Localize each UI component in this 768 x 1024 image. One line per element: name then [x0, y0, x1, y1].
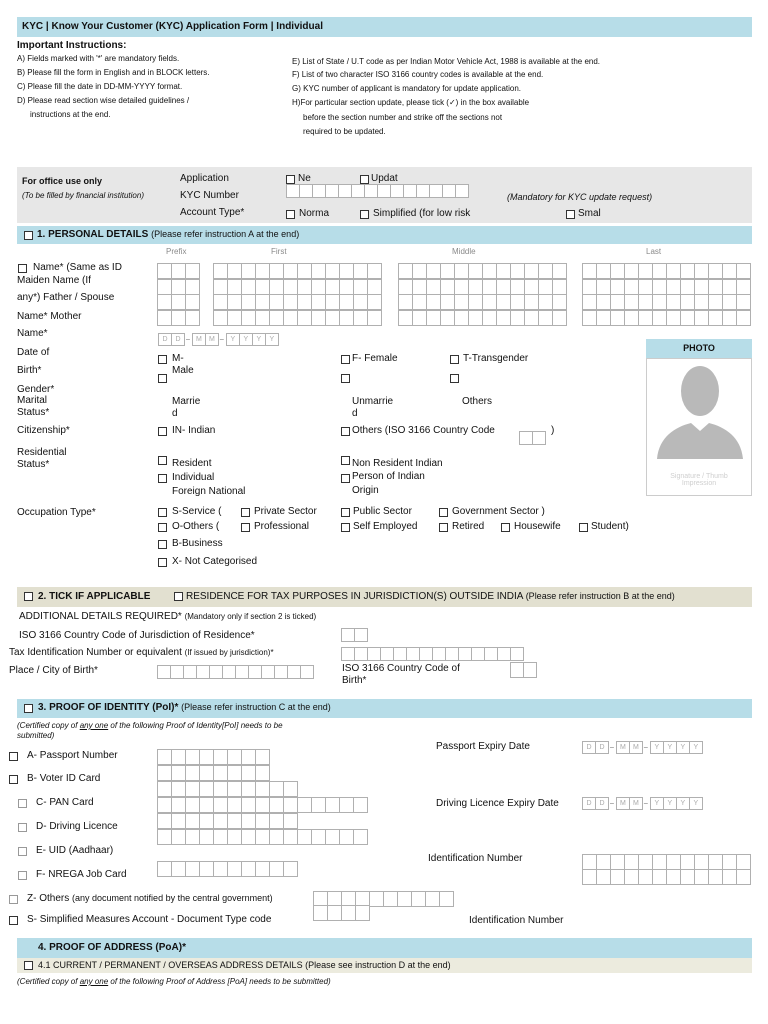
dl-expiry-input[interactable]: D D – M M – Y Y Y Y: [582, 797, 702, 810]
father-spouse-name-middle-input[interactable]: [398, 294, 566, 310]
passport-expiry-input[interactable]: D D – M M – Y Y Y Y: [582, 741, 702, 754]
form-title: KYC | Know Your Customer (KYC) Application Form | Individual: [22, 21, 323, 32]
section3-title-row: [38, 702, 331, 713]
place-of-birth-label: Place / City of Birth*: [9, 665, 98, 676]
dl-expiry-month-2[interactable]: M: [629, 797, 643, 810]
office-heading: For office use only: [22, 176, 103, 186]
occ-public-checkbox[interactable]: [341, 508, 350, 517]
dl-expiry-label: Driving Licence Expiry Date: [436, 798, 559, 809]
additional-details-label: ADDITIONAL DETAILS REQUIRED*: [19, 611, 182, 622]
mother-name-last-input[interactable]: [582, 310, 750, 326]
section3-title: 3. PROOF OF IDENTITY (PoI)*: [38, 702, 179, 713]
application-update-checkbox[interactable]: [360, 175, 369, 184]
occ-retired-label: Retired: [452, 521, 485, 532]
occ-student-label: Student): [591, 521, 629, 532]
occ-business-checkbox[interactable]: [158, 540, 167, 549]
marital-others-checkbox[interactable]: [450, 374, 459, 383]
account-small-checkbox[interactable]: [566, 210, 575, 219]
father-spouse-name-prefix-input[interactable]: [157, 294, 199, 310]
instruction-d: D) Please read section wise detailed guidelines /: [17, 96, 190, 105]
application-new-checkbox[interactable]: [286, 175, 295, 184]
section3-note: (Please refer instruction C at the end): [181, 702, 331, 712]
passport-expiry-year-3[interactable]: Y: [676, 741, 690, 754]
iso-birth-label-2: Birth*: [342, 675, 367, 686]
poi-passport-checkbox[interactable]: [9, 752, 18, 761]
iso-birth-label: ISO 3166 Country Code of: [342, 663, 460, 674]
poi-others-row: [27, 893, 273, 904]
occ-self-label: Self Employed: [353, 521, 418, 532]
additional-details-note: (Mandatory only if section 2 is ticked): [184, 612, 317, 621]
simplified-doc-code-input[interactable]: [313, 905, 369, 921]
poi-pan-label: C- PAN Card: [36, 797, 94, 808]
citizenship-indian-checkbox[interactable]: [158, 427, 167, 436]
occ-others-label: O-Others (: [172, 521, 220, 532]
section3-submitted: submitted): [17, 731, 55, 740]
section4-title: 4. PROOF OF ADDRESS (PoA)*: [38, 942, 186, 953]
occ-others-checkbox[interactable]: [158, 523, 167, 532]
father-spouse-name-last-input[interactable]: [582, 294, 750, 310]
account-small-label: Smal: [578, 208, 601, 219]
occ-private-checkbox[interactable]: [241, 508, 250, 517]
occ-professional-label: Professional: [254, 521, 310, 532]
poi-passport-label: A- Passport Number: [27, 750, 118, 761]
poi-nrega-checkbox[interactable]: [18, 871, 27, 880]
occ-not-categorised-checkbox[interactable]: [158, 558, 167, 567]
marital-unmarried-label-2: d: [352, 408, 358, 419]
pan-input[interactable]: [157, 797, 367, 813]
gender-male-checkbox[interactable]: [158, 355, 167, 364]
occ-private-label: Private Sector: [254, 506, 317, 517]
name-label: Name* (Same as ID: [33, 262, 122, 273]
poi-others-checkbox[interactable]: [9, 895, 18, 904]
instruction-d-cont: instructions at the end.: [30, 110, 111, 119]
marital-unmarried-label: Unmarrie: [352, 396, 394, 407]
name-middle-input[interactable]: [398, 263, 566, 279]
citizenship-close-paren: ): [551, 425, 555, 436]
residential-resident-label-2: Individual: [172, 472, 215, 483]
dob-month-2[interactable]: M: [205, 333, 219, 346]
kyc-number-input[interactable]: [286, 184, 468, 198]
section2-residence-checkbox[interactable]: [174, 592, 183, 601]
dl-input-1[interactable]: [157, 813, 297, 829]
section4-1-title: 4.1 CURRENT / PERMANENT / OVERSEAS ADDRESS DETAILS: [38, 960, 303, 970]
gender-female-label: F- Female: [352, 353, 398, 364]
instruction-h-cont2: required to be updated.: [303, 127, 386, 136]
section4-certified-b: of the following Proof of Address [PoA] needs to be submitted): [110, 977, 331, 986]
occ-self-checkbox[interactable]: [341, 523, 350, 532]
passport-expiry-month-1[interactable]: M: [616, 741, 630, 754]
instruction-h-cont1: before the section number and strike off the sections not: [303, 113, 503, 122]
dl-expiry-year-1[interactable]: Y: [650, 797, 664, 810]
dob-label-2: Birth*: [17, 365, 42, 376]
name-prefix-input[interactable]: [157, 263, 199, 279]
kyc-number-label: KYC Number: [180, 190, 239, 201]
uid-input[interactable]: [157, 861, 297, 877]
person-silhouette-icon: [647, 359, 751, 459]
dl-expiry-year-3[interactable]: Y: [676, 797, 690, 810]
account-simplified-label: Simplified (for low risk: [373, 208, 471, 219]
residential-nri-checkbox[interactable]: [341, 456, 350, 465]
poi-uid-checkbox[interactable]: [18, 847, 27, 856]
marital-married-checkbox[interactable]: [158, 374, 167, 383]
dl-expiry-day-1[interactable]: D: [582, 797, 596, 810]
maiden-label: Maiden Name (If: [17, 275, 91, 286]
photo-header: PHOTO: [646, 339, 752, 358]
instruction-b: B) Please fill the form in English and in BLOCK letters.: [17, 68, 210, 77]
place-of-birth-input[interactable]: [157, 665, 313, 679]
account-type-label: Account Type*: [180, 207, 245, 218]
dl-input-2[interactable]: [157, 829, 367, 845]
col-last: Last: [646, 247, 662, 256]
simplified-id-number-label: Identification Number: [469, 915, 564, 926]
section3-any-one: any one: [79, 721, 109, 730]
residential-label: Residential: [17, 447, 67, 458]
gender-female-checkbox[interactable]: [341, 355, 350, 364]
name2-label: Name*: [17, 328, 48, 339]
father-spouse-name-first-input[interactable]: [213, 294, 381, 310]
poi-others-note: (any document notified by the central government): [72, 893, 273, 903]
dl-expiry-day-2[interactable]: D: [595, 797, 609, 810]
poi-voter-label: B- Voter ID Card: [27, 773, 101, 784]
iso-birth-input[interactable]: [510, 662, 536, 678]
maiden-name-first-input[interactable]: [213, 279, 381, 295]
section2-note: (Please refer instruction B at the end): [525, 591, 675, 601]
account-normal-checkbox[interactable]: [286, 210, 295, 219]
citizenship-others-checkbox[interactable]: [341, 427, 350, 436]
section4-certified: [17, 977, 331, 986]
gender-male-label-2: Male: [172, 365, 194, 376]
passport-expiry-year-4[interactable]: Y: [689, 741, 703, 754]
instruction-a: A) Fields marked with '*' are mandatory fields.: [17, 54, 180, 63]
signature-caption-1: Signature / Thumb: [670, 473, 728, 480]
occ-housewife-label: Housewife: [514, 521, 561, 532]
tin-label: Tax Identification Number or equivalent: [9, 647, 182, 658]
section4-certified-a: (Certified copy of: [17, 977, 78, 986]
uid-id-number-input-1[interactable]: [582, 854, 750, 870]
poi-simplified-checkbox[interactable]: [9, 916, 18, 925]
citizenship-iso-input[interactable]: [519, 431, 545, 445]
dl-expiry-year-4[interactable]: Y: [689, 797, 703, 810]
photo-box[interactable]: [646, 358, 752, 496]
name-first-input[interactable]: [213, 263, 381, 279]
residential-pio-checkbox[interactable]: [341, 474, 350, 483]
kyc-number-note: (Mandatory for KYC update request): [507, 192, 653, 202]
signature-caption-2: Impression: [681, 480, 717, 487]
col-prefix: Prefix: [166, 247, 187, 256]
marital-unmarried-checkbox[interactable]: [341, 374, 350, 383]
dob-year-1[interactable]: Y: [226, 333, 240, 346]
passport-expiry-month-2[interactable]: M: [629, 741, 643, 754]
gender-transgender-checkbox[interactable]: [450, 355, 459, 364]
occ-govt-checkbox[interactable]: [439, 508, 448, 517]
occupation-label: Occupation Type*: [17, 507, 96, 518]
account-normal-label: Norma: [299, 208, 330, 219]
occ-not-categorised-label: X- Not Categorised: [172, 556, 258, 567]
occ-retired-checkbox[interactable]: [439, 523, 448, 532]
additional-details-row: [19, 611, 316, 622]
citizenship-label: Citizenship*: [17, 425, 70, 436]
instruction-h: H)For particular section update, please tick (✓) in the box available: [292, 98, 530, 107]
passport-number-input-2[interactable]: [157, 765, 269, 781]
occ-business-label: B-Business: [172, 538, 223, 549]
passport-number-input-1[interactable]: [157, 749, 269, 765]
dob-label: Date of: [17, 347, 50, 358]
residential-foreign-label: Foreign National: [172, 486, 246, 497]
dob-day-1[interactable]: D: [158, 333, 172, 346]
mother-name-prefix-input[interactable]: [157, 310, 199, 326]
office-subheading: (To be filled by financial institution): [22, 191, 144, 200]
application-update-label: Updat: [371, 173, 398, 184]
poi-dl-checkbox[interactable]: [18, 823, 27, 832]
poi-pan-checkbox[interactable]: [18, 799, 27, 808]
dl-expiry-year-2[interactable]: Y: [663, 797, 677, 810]
voter-id-input[interactable]: [157, 781, 297, 797]
application-label: Application: [180, 173, 229, 184]
instruction-f: F) List of two character ISO 3166 country codes is available at the end.: [292, 70, 544, 79]
dob-year-3[interactable]: Y: [252, 333, 266, 346]
marital-married-label-2: d: [172, 408, 178, 419]
passport-expiry-day-2[interactable]: D: [595, 741, 609, 754]
occ-student-checkbox[interactable]: [579, 523, 588, 532]
iso-jurisdiction-input[interactable]: [341, 628, 367, 642]
occ-service-checkbox[interactable]: [158, 508, 167, 517]
instructions-heading: Important Instructions:: [17, 40, 127, 51]
section1-checkbox[interactable]: [24, 231, 33, 240]
citizenship-others-label: Others (ISO 3166 Country Code: [352, 425, 495, 436]
section2-residence-row: [186, 591, 675, 602]
gender-label: Gender*: [17, 384, 55, 395]
section3-certified: [17, 721, 283, 730]
father-label: any*) Father / Spouse: [17, 292, 115, 303]
signature-caption: [647, 473, 751, 487]
instruction-e: E) List of State / U.T code as per Indian Motor Vehicle Act, 1988 is available at the end.: [292, 57, 601, 66]
section3-certified-a: (Certified copy of: [17, 721, 78, 730]
marital-label-2: Status*: [17, 407, 50, 418]
dob-input[interactable]: D D – M M – Y Y Y Y: [158, 333, 278, 346]
section4-1-note: (Please see instruction D at the end): [305, 960, 451, 970]
residential-pio-label: Person of Indian: [352, 471, 425, 482]
passport-expiry-year-2[interactable]: Y: [663, 741, 677, 754]
section1-title-row: [37, 229, 299, 240]
occ-public-label: Public Sector: [353, 506, 412, 517]
name-last-input[interactable]: [582, 263, 750, 279]
residential-pio-label-2: Origin: [352, 485, 379, 496]
section1-note: (Please refer instruction A at the end): [151, 229, 300, 239]
section2-residence: RESIDENCE FOR TAX PURPOSES IN JURISDICTION(S) OUTSIDE INDIA: [186, 591, 523, 602]
instruction-g: G) KYC number of applicant is mandatory for update application.: [292, 84, 522, 93]
tin-input[interactable]: [341, 647, 523, 661]
tin-note: (If issued by jurisdiction)*: [184, 648, 274, 657]
maiden-name-prefix-input[interactable]: [157, 279, 199, 295]
uid-id-number-input-2[interactable]: [582, 869, 750, 885]
mother-name-middle-input[interactable]: [398, 310, 566, 326]
residential-resident-checkbox[interactable]: [158, 456, 167, 465]
dob-month-1[interactable]: M: [192, 333, 206, 346]
name-checkbox[interactable]: [18, 264, 27, 273]
occ-govt-label: Government Sector ): [452, 506, 545, 517]
iso-jurisdiction-label: ISO 3166 Country Code of Jurisdiction of Residence*: [19, 630, 255, 641]
gender-transgender-label: T-Transgender: [463, 353, 529, 364]
residential-nri-label: Non Resident Indian: [352, 458, 443, 469]
maiden-name-last-input[interactable]: [582, 279, 750, 295]
section4-any-one: any one: [79, 977, 109, 986]
marital-label: Marital: [17, 395, 48, 406]
poi-nrega-label: F- NREGA Job Card: [36, 869, 127, 880]
dl-expiry-month-1[interactable]: M: [616, 797, 630, 810]
residential-label-2: Status*: [17, 459, 50, 470]
marital-married-label: Marrie: [172, 396, 201, 407]
poi-voter-checkbox[interactable]: [9, 775, 18, 784]
passport-expiry-label: Passport Expiry Date: [436, 741, 530, 752]
tin-row: [9, 647, 274, 658]
uid-id-number-label: Identification Number: [428, 853, 523, 864]
section2-title: 2. TICK IF APPLICABLE: [38, 591, 151, 602]
gender-male-label: M-: [172, 353, 184, 364]
col-middle: Middle: [452, 247, 476, 256]
col-first: First: [271, 247, 287, 256]
maiden-name-middle-input[interactable]: [398, 279, 566, 295]
account-simplified-checkbox[interactable]: [360, 210, 369, 219]
occ-housewife-checkbox[interactable]: [501, 523, 510, 532]
occ-professional-checkbox[interactable]: [241, 523, 250, 532]
mother-label: Name* Mother: [17, 311, 82, 322]
passport-expiry-day-1[interactable]: D: [582, 741, 596, 754]
poi-simplified-label: S- Simplified Measures Account - Document Type code: [27, 914, 272, 925]
poi-dl-label: D- Driving Licence: [36, 821, 118, 832]
dob-year-2[interactable]: Y: [239, 333, 253, 346]
section4-1-checkbox[interactable]: [24, 961, 33, 970]
dob-year-4[interactable]: Y: [265, 333, 279, 346]
citizenship-indian-label: IN- Indian: [172, 425, 216, 436]
mother-name-first-input[interactable]: [213, 310, 381, 326]
instruction-c: C) Please fill the date in DD-MM-YYYY format.: [17, 82, 183, 91]
section2-checkbox[interactable]: [24, 592, 33, 601]
application-new-label: Ne: [298, 173, 311, 184]
marital-others-label: Others: [462, 396, 493, 407]
section4-1-row: [38, 960, 451, 970]
poi-uid-label: E- UID (Aadhaar): [36, 845, 114, 856]
poi-others-label: Z- Others: [27, 893, 70, 904]
section3-certified-b: of the following Proof of Identity[PoI] needs to be: [110, 721, 283, 730]
section1-title: 1. PERSONAL DETAILS: [37, 229, 149, 240]
residential-resident-label: Resident: [172, 458, 212, 469]
section3-checkbox[interactable]: [24, 704, 33, 713]
residential-foreign-checkbox[interactable]: [158, 474, 167, 483]
occ-service-label: S-Service (: [172, 506, 222, 517]
dob-day-2[interactable]: D: [171, 333, 185, 346]
passport-expiry-year-1[interactable]: Y: [650, 741, 664, 754]
